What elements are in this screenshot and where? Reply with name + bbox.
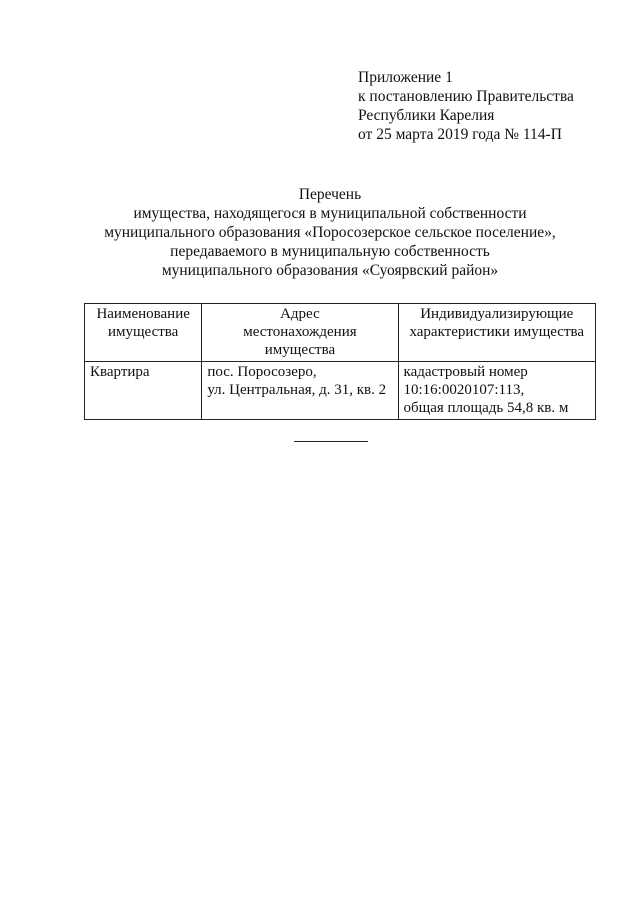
title-line: муниципального образования «Суоярвский район» [161, 262, 499, 279]
cell-address [202, 362, 398, 420]
header-line: местонахождения [243, 324, 357, 340]
title-line: муниципального образования «Поросозерское сельское поселение», [104, 224, 556, 241]
cell-line: Квартира [90, 364, 150, 380]
header-line: имущества [107, 324, 179, 340]
cell-name [85, 362, 202, 420]
appendix-note [358, 68, 628, 144]
cell-line: ул. Центральная, д. 31, кв. 2 [207, 382, 387, 398]
header-line: Наименование [96, 306, 190, 322]
table-header-row [85, 304, 596, 362]
appendix-line: от 25 марта 2019 года № 114-П [358, 126, 562, 143]
appendix-line: к постановлению Правительства [358, 88, 574, 105]
cell-line: 10:16:0020107:113, [403, 382, 525, 398]
header-line: Индивидуализирующие [420, 306, 574, 322]
header-name [85, 304, 202, 362]
property-table [84, 303, 596, 420]
end-divider-line [294, 441, 368, 442]
title-heading: Перечень [298, 186, 362, 203]
cell-characteristics [398, 362, 595, 420]
appendix-line: Республики Карелия [358, 107, 495, 124]
cell-line: пос. Поросозеро, [207, 364, 317, 380]
header-line: имущества [264, 342, 336, 358]
title-line: передаваемого в муниципальную собственность [170, 243, 490, 260]
document-title [60, 185, 600, 280]
header-characteristics [398, 304, 595, 362]
header-line: Адрес [280, 306, 320, 322]
appendix-line: Приложение 1 [358, 69, 453, 86]
cell-line: кадастровый номер [403, 364, 528, 380]
title-line: имущества, находящегося в муниципальной собственности [133, 205, 527, 222]
table-row [85, 362, 596, 420]
header-line: характеристики имущества [409, 324, 585, 340]
cell-line: общая площадь 54,8 кв. м [403, 400, 569, 416]
header-address [202, 304, 398, 362]
